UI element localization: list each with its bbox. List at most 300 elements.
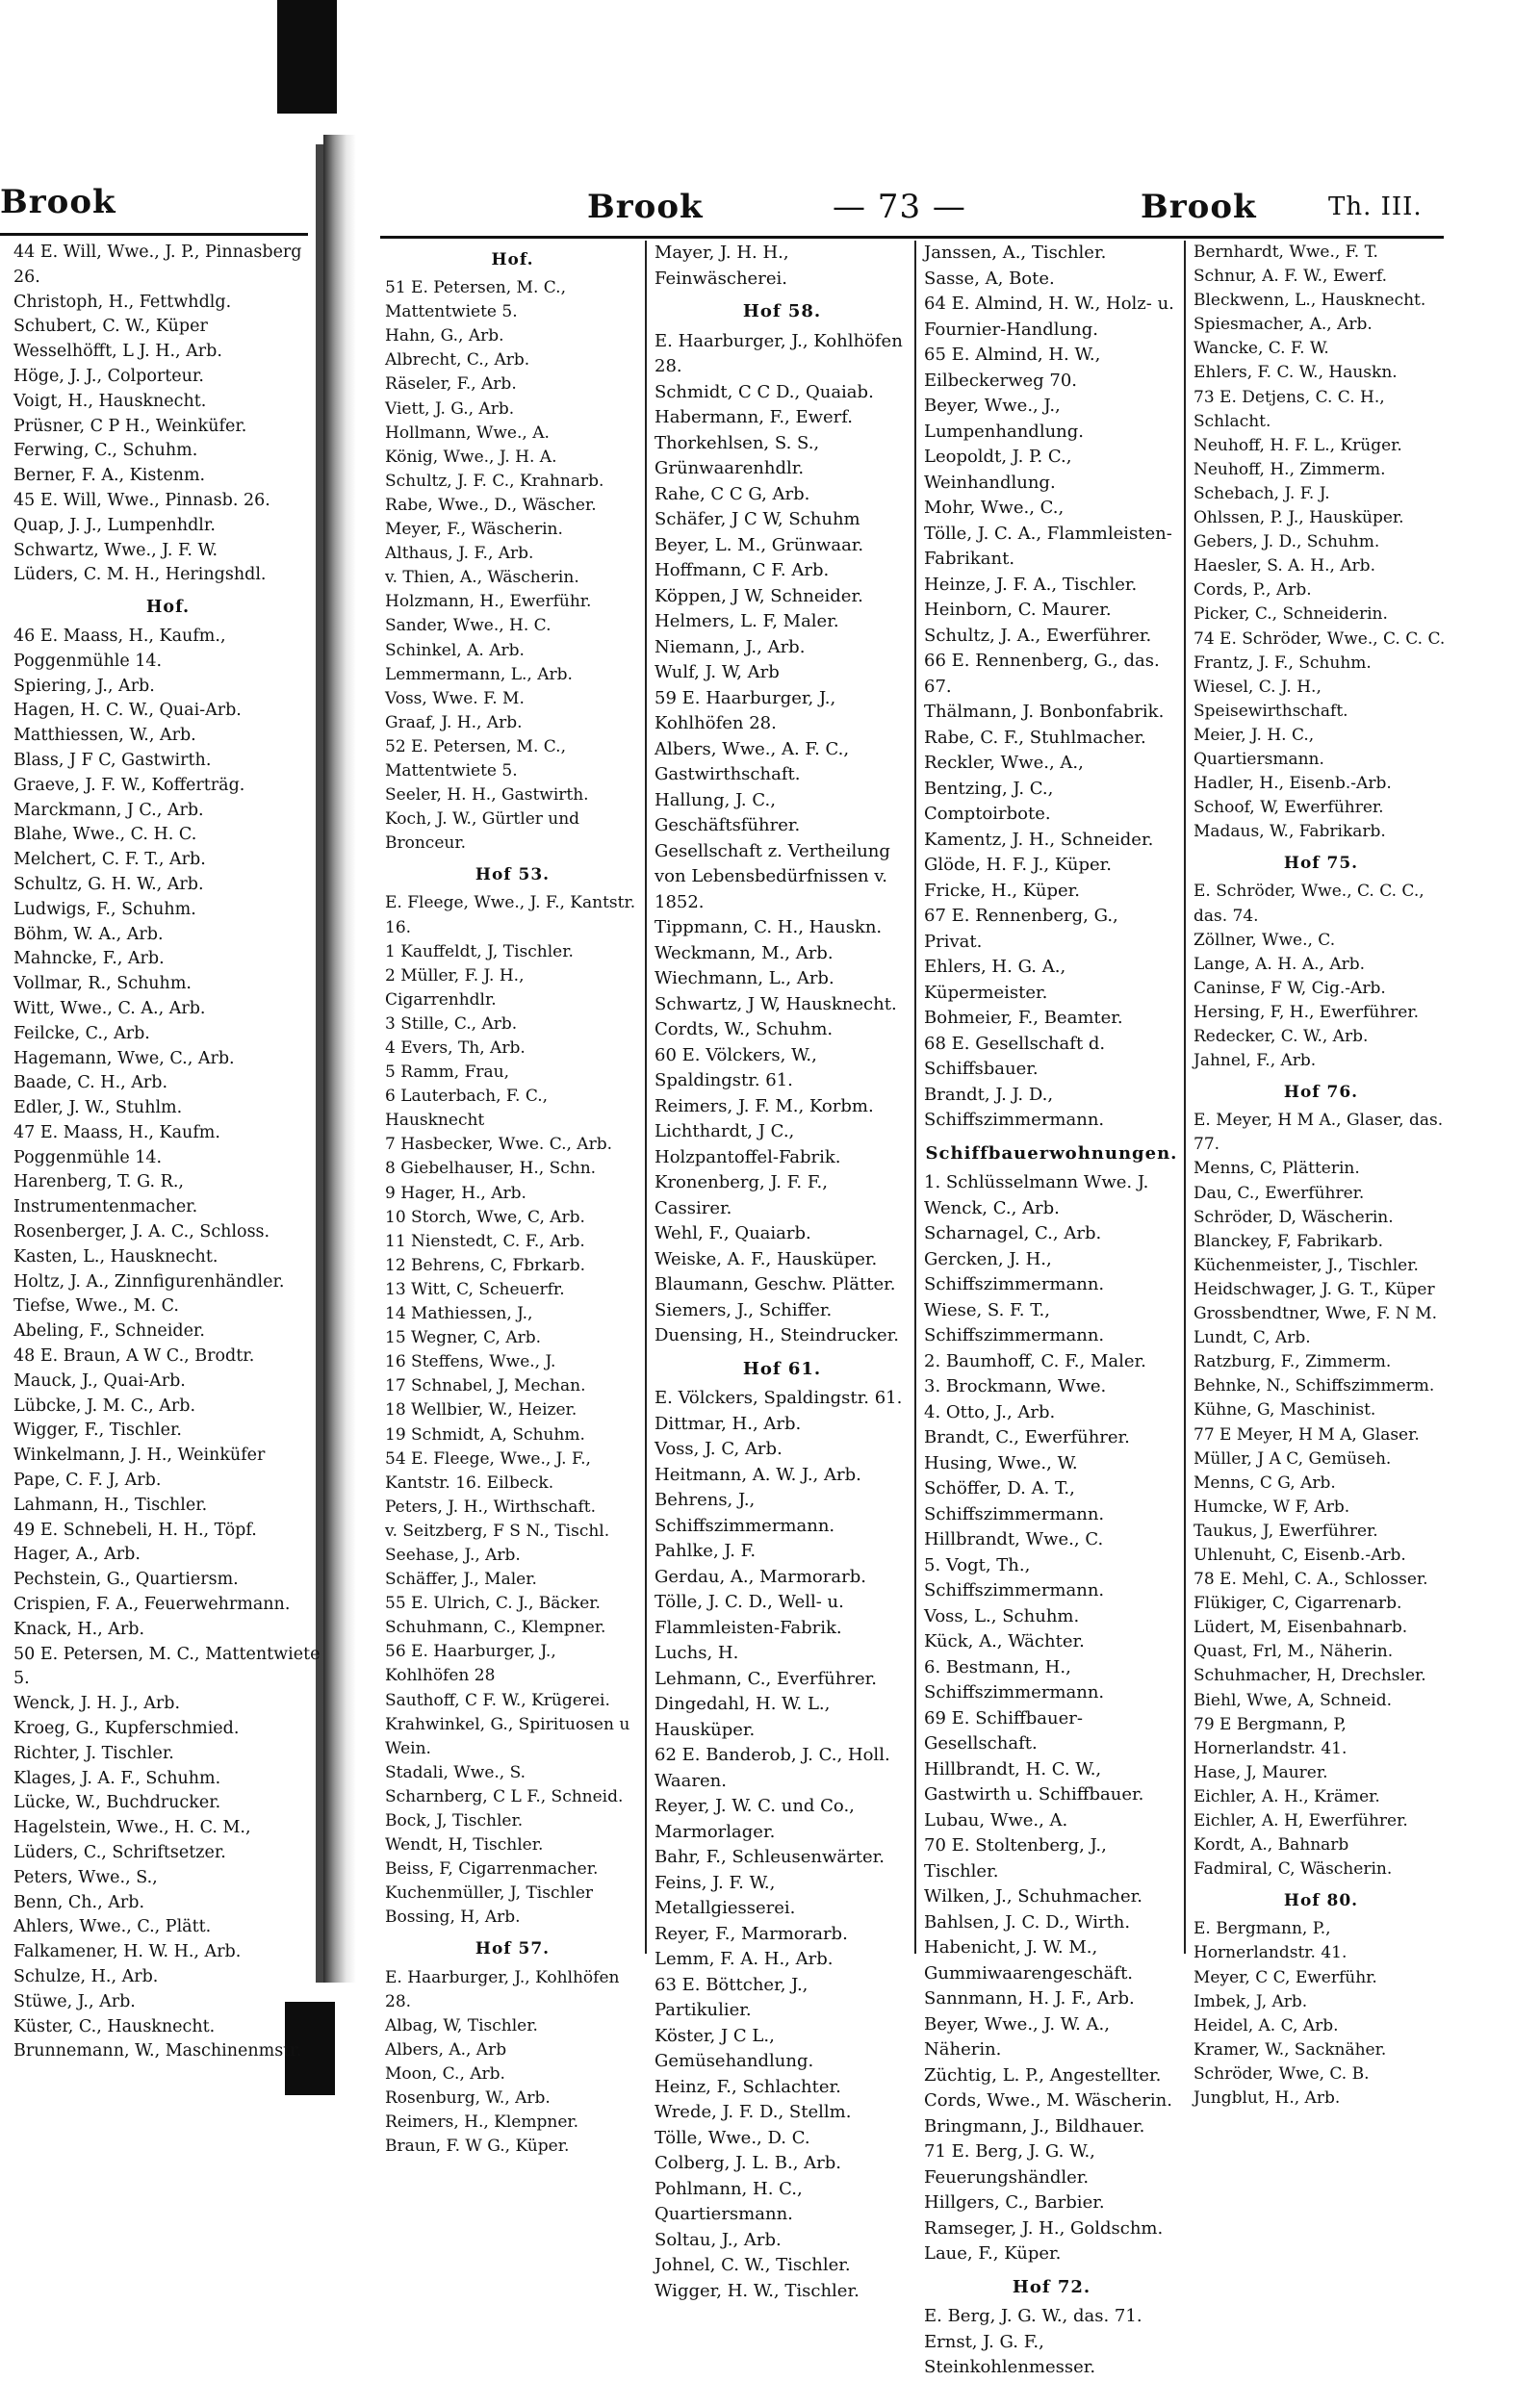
directory-entry: Tippmann, C. H., Hauskn. xyxy=(654,917,883,937)
directory-entry: Pahlke, J. F. xyxy=(654,1541,757,1561)
directory-entry: Lüders, C. M. H., Heringshdl. xyxy=(13,565,267,585)
directory-entry: Rabe, Wwe., D., Wäscher. xyxy=(385,495,597,515)
directory-entry: Heinz, F., Schlachter. xyxy=(654,2076,841,2097)
directory-entry: Scharnberg, C L F., Schneid. xyxy=(385,1786,624,1806)
directory-entry: Luchs, H. xyxy=(654,1643,739,1663)
directory-entry: Weiske, A. F., Hausküper. xyxy=(654,1248,878,1269)
directory-entry: Hase, J, Maurer. xyxy=(1194,1762,1328,1782)
right-header-right: Brook xyxy=(1141,188,1257,226)
directory-entry: Wilken, J., Schuhmacher. xyxy=(924,1886,1142,1907)
directory-entry: Redecker, C. W., Arb. xyxy=(1194,1027,1369,1046)
directory-entry: 2 Müller, F. J. H., Cigarrenhdlr. xyxy=(385,965,525,1010)
directory-entry: 60 E. Völckers, W., Spaldingstr. 61. xyxy=(654,1044,817,1090)
directory-entry: 3 Stille, C., Arb. xyxy=(385,1013,518,1034)
directory-entry: Kühne, G, Maschinist. xyxy=(1194,1400,1376,1421)
directory-entry: Hollmann, Wwe., A. xyxy=(385,422,550,443)
directory-entry: Behnke, N., Schiffszimmerm. xyxy=(1194,1376,1435,1396)
directory-entry: 79 E Bergmann, P, Hornerlandstr. 41. xyxy=(1194,1714,1348,1758)
directory-entry: Glöde, H. F. J., Küper. xyxy=(924,855,1113,875)
directory-entry: Kück, A., Wächter. xyxy=(924,1631,1085,1651)
directory-entry: Sannmann, H. J. F., Arb. xyxy=(924,1988,1135,2009)
directory-entry: Wendt, H, Tischler. xyxy=(385,1835,544,1856)
directory-entry: Holtz, J. A., Zinnfigurenhändler. xyxy=(13,1271,285,1292)
directory-entry: Thorkehlsen, S. S., Grünwaarenhdlr. xyxy=(654,432,820,478)
section-heading: Hof 75. xyxy=(1283,854,1359,874)
directory-entry: Vollmar, R., Schuhm. xyxy=(13,974,192,994)
directory-entry: Cords, Wwe., M. Wäscherin. xyxy=(924,2090,1172,2111)
directory-entry: Eichler, A. H, Ewerführer. xyxy=(1194,1811,1408,1831)
directory-entry: Eichler, A. H., Krämer. xyxy=(1194,1786,1380,1806)
directory-entry: Edler, J. W., Stuhlm. xyxy=(13,1098,183,1118)
section-heading: Hof 58. xyxy=(742,301,822,321)
directory-entry: Pohlmann, H. C., Quartiersmann. xyxy=(654,2178,803,2224)
directory-entry: E. Schröder, Wwe., C. C. C., das. 74. xyxy=(1194,882,1424,926)
directory-entry: Graeve, J. F. W., Kofferträg. xyxy=(13,775,245,795)
directory-entry: Uhlenuht, C, Eisenb.-Arb. xyxy=(1194,1545,1406,1565)
directory-entry: E. Meyer, H M A., Glaser, das. 77. xyxy=(1194,1111,1444,1155)
directory-entry: Bentzing, J. C., Comptoirbote. xyxy=(924,778,1054,824)
directory-entry: 49 E. Schnebeli, H. H., Töpf. xyxy=(13,1520,257,1540)
directory-entry: Baade, C. H., Arb. xyxy=(13,1073,168,1093)
directory-entry: 17 Schnabel, J, Mechan. xyxy=(385,1376,586,1396)
directory-entry: Zöllner, Wwe., C. xyxy=(1194,930,1336,950)
volume-label: Th. III. xyxy=(1328,192,1423,221)
directory-entry: Benn, Ch., Arb. xyxy=(13,1892,145,1912)
directory-entry: Janssen, A., Tischler. xyxy=(924,243,1107,263)
directory-entry: Höge, J. J., Colporteur. xyxy=(13,366,204,386)
directory-entry: Lübcke, J. M. C., Arb. xyxy=(13,1395,196,1416)
directory-entry: Hoffmann, C F. Arb. xyxy=(654,560,830,580)
directory-entry: Neuhoff, H. F. L., Krüger. xyxy=(1194,435,1402,455)
directory-entry: Schöffer, D. A. T., Schiffszimmermann. xyxy=(924,1478,1105,1524)
directory-entry: Feilcke, C., Arb. xyxy=(13,1023,150,1043)
directory-entry: Wesselhöfft, L J. H., Arb. xyxy=(13,342,222,362)
directory-column-3 xyxy=(924,241,1179,2381)
directory-entry: Lichthardt, J C., Holzpantoffel-Fabrik. xyxy=(654,1121,841,1167)
directory-entry: Wenck, J. H. J., Arb. xyxy=(13,1694,181,1714)
directory-entry: Schäfer, J C W, Schuhm xyxy=(654,509,860,529)
directory-entry: Wigger, H. W., Tischler. xyxy=(654,2280,860,2301)
directory-entry: Sander, Wwe., H. C. xyxy=(385,616,552,636)
directory-entry: Schäffer, J., Maler. xyxy=(385,1570,537,1590)
directory-entry: Brunnemann, W., Maschinenmstr. xyxy=(13,2041,302,2061)
directory-entry: Behrens, J., Schiffszimmermann. xyxy=(654,1490,835,1536)
directory-entry: Wigger, F., Tischler. xyxy=(13,1421,182,1441)
directory-entry: Hillbrandt, Wwe., C. xyxy=(924,1529,1104,1549)
directory-entry: Cordts, W., Schuhm. xyxy=(654,1019,834,1039)
directory-entry: Schebach, J. F. J. xyxy=(1194,483,1330,503)
directory-entry: 2. Baumhoff, C. F., Maler. xyxy=(924,1350,1146,1371)
directory-entry: 54 E. Fleege, Wwe., J. F., Kantstr. 16. Eilbeck. xyxy=(385,1448,591,1493)
directory-entry: Köppen, J W, Schneider. xyxy=(654,585,863,606)
section-heading: Hof. xyxy=(145,598,191,618)
directory-entry: Pechstein, G., Quartiersm. xyxy=(13,1570,239,1590)
directory-entry: 8 Giebelhauser, H., Schn. xyxy=(385,1159,597,1179)
page-number: — 73 — xyxy=(833,188,966,226)
directory-entry: Flükiger, C, Cigarrenarb. xyxy=(1194,1594,1402,1614)
directory-entry: 56 E. Haarburger, J., Kohlhöfen 28 xyxy=(385,1642,556,1686)
directory-entry: Dingedahl, H. W. L., Hausküper. xyxy=(654,1694,831,1740)
directory-entry: Ohlssen, P. J., Hausküper. xyxy=(1194,508,1404,528)
directory-column-2 xyxy=(654,241,910,2304)
directory-entry: Hahn, G., Arb. xyxy=(385,326,504,346)
directory-entry: Quast, Frl, M., Näherin. xyxy=(1194,1642,1394,1662)
right-page xyxy=(366,144,1453,2377)
directory-entry: Heinborn, C. Maurer. xyxy=(924,600,1112,620)
directory-entry: Küchenmeister, J., Tischler. xyxy=(1194,1255,1419,1275)
directory-entry: Reyer, J. W. C. und Co., Marmorlager. xyxy=(654,1796,855,1842)
directory-entry: Seeler, H. H., Gastwirth. xyxy=(385,785,589,806)
directory-entry: E. Bergmann, P., Hornerlandstr. 41. xyxy=(1194,1919,1348,1963)
directory-entry: Lemmermann, L., Arb. xyxy=(385,664,573,684)
directory-entry: Laue, F., Küper. xyxy=(924,2243,1062,2264)
section-heading: Schiffbauerwohnungen. xyxy=(925,1142,1178,1164)
directory-entry: Tölle, J. C. A., Flammleisten-Fabrikant. xyxy=(924,523,1172,569)
directory-entry: Colberg, J. L. B., Arb. xyxy=(654,2153,842,2173)
directory-entry: 5. Vogt, Th., Schiffszimmermann. xyxy=(924,1554,1105,1600)
directory-entry: Wulf, J. W, Arb xyxy=(654,662,780,682)
directory-entry: 64 E. Almind, H. W., Holz- u. Fournier-Handlung. xyxy=(924,294,1174,340)
directory-entry: Wehl, F., Quaiarb. xyxy=(654,1223,811,1243)
directory-entry: Schoof, W, Ewerführer. xyxy=(1194,798,1384,818)
directory-entry: 67 E. Rennenberg, G., Privat. xyxy=(924,906,1118,952)
directory-entry: Schultz, G. H. W., Arb. xyxy=(13,874,204,894)
directory-entry: Tölle, Wwe., D. C. xyxy=(654,2127,810,2148)
top-binding-shadow xyxy=(277,0,337,114)
directory-entry: Mauck, J., Quai-Arb. xyxy=(13,1370,186,1391)
directory-entry: Schuhmacher, H, Drechsler. xyxy=(1194,1666,1426,1686)
directory-entry: Jahnel, F., Arb. xyxy=(1194,1051,1317,1071)
directory-entry: Hager, A., Arb. xyxy=(13,1545,141,1565)
directory-entry: Witt, Wwe., C. A., Arb. xyxy=(13,998,206,1018)
directory-entry: Wiesel, C. J. H., Speisewirthschaft. xyxy=(1194,677,1348,721)
directory-entry: Schmidt, C C D., Quaiab. xyxy=(654,381,874,402)
directory-entry: Althaus, J. F., Arb. xyxy=(385,544,534,564)
directory-entry: Ehlers, F. C. W., Hauskn. xyxy=(1194,363,1398,383)
directory-entry: Holzmann, H., Ewerführ. xyxy=(385,592,592,612)
section-heading: Hof 80. xyxy=(1283,1891,1359,1911)
directory-entry: 62 E. Banderob, J. C., Holl. Waaren. xyxy=(654,1745,890,1791)
directory-entry: Seehase, J., Arb. xyxy=(385,1545,521,1565)
directory-entry: 63 E. Böttcher, J., Partikulier. xyxy=(654,1974,808,2020)
directory-entry: Rahe, C C G, Arb. xyxy=(654,483,810,504)
directory-entry: Tölle, J. C. D., Well- u. Flammleisten-Fabrik. xyxy=(654,1592,844,1638)
directory-entry: Ratzburg, F., Zimmerm. xyxy=(1194,1352,1392,1372)
directory-entry: Ramseger, J. H., Goldschm. xyxy=(924,2217,1164,2239)
directory-entry: Stadali, Wwe., S. xyxy=(385,1762,526,1782)
directory-entry: 77 E Meyer, H M A, Glaser. xyxy=(1194,1424,1420,1445)
directory-entry: Brandt, J. J. D., Schiffszimmermann. xyxy=(924,1084,1105,1130)
directory-entry: Richter, J. Tischler. xyxy=(13,1743,174,1763)
directory-entry: Kordt, A., Bahnarb xyxy=(1194,1835,1349,1856)
directory-entry: Schubert, C. W., Küper xyxy=(13,317,208,337)
directory-entry: Grossbendtner, Wwe, F. N M. xyxy=(1194,1304,1438,1324)
directory-entry: 5 Ramm, Frau, xyxy=(385,1062,510,1083)
directory-entry: Bringmann, J., Bildhauer. xyxy=(924,2115,1145,2137)
directory-entry: Prüsner, C P H., Weinküfer. xyxy=(13,416,247,436)
directory-entry: 59 E. Haarburger, J., Kohlhöfen 28. xyxy=(654,687,836,733)
directory-entry: Kasten, L., Hausknecht. xyxy=(13,1246,218,1267)
directory-entry: Kronenberg, J. F. F., Cassirer. xyxy=(654,1172,828,1218)
directory-entry: Lundt, C, Arb. xyxy=(1194,1328,1311,1348)
directory-entry: Schröder, D, Wäscherin. xyxy=(1194,1207,1394,1227)
directory-entry: Albers, Wwe., A. F. C., Gastwirthschaft. xyxy=(654,738,850,784)
directory-entry: Beyer, Wwe., J. W. A., Näherin. xyxy=(924,2013,1110,2060)
directory-entry: 52 E. Petersen, M. C., Mattentwiete 5. xyxy=(385,736,566,781)
directory-entry: Taukus, J, Ewerführer. xyxy=(1194,1521,1378,1541)
directory-entry: Hadler, H., Eisenb.-Arb. xyxy=(1194,774,1392,794)
directory-entry: 1. Schlüsselmann Wwe. J. xyxy=(924,1172,1149,1192)
directory-entry: 68 E. Gesellschaft d. Schiffsbauer. xyxy=(924,1033,1106,1079)
directory-entry: Albag, W, Tischler. xyxy=(385,2015,538,2035)
directory-entry: 6 Lauterbach, F. C., Hausknecht xyxy=(385,1087,549,1131)
directory-entry: Reimers, H., Klempner. xyxy=(385,2112,579,2133)
directory-entry: Heidel, A. C, Arb. xyxy=(1194,2015,1339,2035)
directory-entry: Menns, C G, Arb. xyxy=(1194,1472,1336,1493)
directory-entry: Bossing, H, Arb. xyxy=(385,1907,521,1928)
directory-entry: 78 E. Mehl, C. A., Schlosser. xyxy=(1194,1570,1428,1590)
directory-entry: Niemann, J., Arb. xyxy=(654,636,806,657)
directory-entry: Schultz, J. A., Ewerführer. xyxy=(924,625,1152,646)
directory-entry: Schwartz, Wwe., J. F. W. xyxy=(13,540,218,560)
directory-entry: Moon, C., Arb. xyxy=(385,2063,505,2084)
directory-entry: E. Haarburger, J., Kohlhöfen 28. xyxy=(654,330,903,376)
directory-entry: Jungblut, H., Arb. xyxy=(1194,2088,1341,2109)
left-page-column xyxy=(13,241,322,2064)
directory-entry: Helmers, L. F, Maler. xyxy=(654,611,839,631)
directory-entry: Ludwigs, F., Schuhm. xyxy=(13,899,196,919)
directory-entry: 48 E. Braun, A W C., Brodtr. xyxy=(13,1346,255,1367)
directory-entry: Lehmann, C., Everführer. xyxy=(654,1668,877,1689)
directory-entry: Blanckey, F, Fabrikarb. xyxy=(1194,1231,1384,1251)
directory-entry: Fricke, H., Küper. xyxy=(924,880,1080,901)
directory-entry: Humcke, W F, Arb. xyxy=(1194,1497,1350,1517)
directory-entry: Sasse, A, Bote. xyxy=(924,268,1055,289)
directory-entry: 66 E. Rennenberg, G., das. 67. xyxy=(924,651,1160,697)
directory-entry: Picker, C., Schneiderin. xyxy=(1194,604,1388,625)
directory-entry: Gerdau, A., Marmorarb. xyxy=(654,1566,866,1587)
directory-column-4 xyxy=(1194,241,1449,2111)
directory-entry: Züchtig, L. P., Angestellter. xyxy=(924,2064,1162,2086)
directory-entry: Lubau, Wwe., A. xyxy=(924,1809,1068,1831)
directory-entry: Sauthoff, C F. W., Krügerei. xyxy=(385,1690,610,1710)
directory-entry: Schinkel, A. Arb. xyxy=(385,640,525,660)
directory-entry: Meier, J. H. C., Quartiersmann. xyxy=(1194,725,1324,769)
directory-entry: Crispien, F. A., Feuerwehrmann. xyxy=(13,1595,291,1615)
directory-entry: Kramer, W., Sacknäher. xyxy=(1194,2039,1387,2060)
directory-entry: 13 Witt, C, Scheuerfr. xyxy=(385,1279,565,1299)
section-heading: Hof 53. xyxy=(475,865,551,885)
directory-entry: Albers, A., Arb xyxy=(385,2039,507,2060)
directory-entry: Hillbrandt, H. C. W., Gastwirth u. Schiffbauer. xyxy=(924,1758,1144,1805)
directory-entry: Mohr, Wwe., C., xyxy=(924,498,1065,518)
directory-entry: Husing, Wwe., W. xyxy=(924,1452,1078,1473)
directory-entry: 74 E. Schröder, Wwe., C. C. C. xyxy=(1194,628,1446,649)
directory-entry: Beyer, Wwe., J., Lumpenhandlung. xyxy=(924,396,1085,442)
directory-entry: Spiesmacher, A., Arb. xyxy=(1194,315,1373,335)
directory-entry: Caninse, F W, Cig.-Arb. xyxy=(1194,978,1386,998)
directory-entry: Meyer, C C, Ewerführ. xyxy=(1194,1967,1377,1987)
directory-entry: Lüders, C., Schriftsetzer. xyxy=(13,1843,226,1862)
directory-entry: 4. Otto, J., Arb. xyxy=(924,1401,1056,1422)
directory-entry: Beiss, F, Cigarrenmacher. xyxy=(385,1859,599,1880)
directory-entry: Schwartz, J W, Hausknecht. xyxy=(654,993,897,1014)
directory-entry: Braun, F. W G., Küper. xyxy=(385,2137,570,2157)
left-page xyxy=(0,144,322,2061)
directory-entry: Menns, C, Plätterin. xyxy=(1194,1159,1360,1179)
directory-entry: Graaf, J. H., Arb. xyxy=(385,712,523,732)
directory-entry: Lüdert, M, Eisenbahnarb. xyxy=(1194,1618,1408,1638)
directory-column-1 xyxy=(385,241,640,2159)
directory-entry: Tiefse, Wwe., M. C. xyxy=(13,1296,179,1317)
directory-entry: Bahlsen, J. C. D., Wirth. xyxy=(924,1911,1131,1933)
directory-entry: Christoph, H., Fettwhdlg. xyxy=(13,292,232,312)
left-page-header: Brook xyxy=(0,183,116,221)
directory-entry: Ernst, J. G. F., Steinkohlenmesser. xyxy=(924,2331,1096,2377)
directory-entry: Abeling, F., Schneider. xyxy=(13,1321,205,1342)
directory-entry: Viett, J. G., Arb. xyxy=(385,398,515,419)
directory-entry: 70 E. Stoltenberg, J., Tischler. xyxy=(924,1835,1107,1882)
directory-entry: 18 Wellbier, W., Heizer. xyxy=(385,1400,578,1421)
left-header-rule xyxy=(0,233,308,236)
directory-entry: 16 Steffens, Wwe., J. xyxy=(385,1352,556,1372)
directory-entry: 71 E. Berg, J. G. W., Feuerungshändler. xyxy=(924,2141,1095,2188)
directory-entry: Reyer, F., Marmorarb. xyxy=(654,1923,848,1944)
directory-entry: Krahwinkel, G., Spirituosen u Wein. xyxy=(385,1714,630,1758)
directory-entry: Hagemann, Wwe, C., Arb. xyxy=(13,1048,235,1068)
directory-entry: Duensing, H., Steindrucker. xyxy=(654,1325,899,1345)
directory-entry: Lemm, F. A. H., Arb. xyxy=(654,1949,834,1969)
directory-entry: Kuchenmüller, J, Tischler xyxy=(385,1883,594,1904)
directory-entry: Bernhardt, Wwe., F. T. xyxy=(1194,243,1378,262)
directory-entry: Gebers, J. D., Schuhm. xyxy=(1194,532,1380,552)
directory-entry: Neuhoff, H., Zimmerm. xyxy=(1194,459,1386,479)
directory-entry: Hersing, F, H., Ewerführer. xyxy=(1194,1002,1419,1022)
directory-entry: Lange, A. H. A., Arb. xyxy=(1194,954,1366,974)
directory-entry: 69 E. Schiffbauer-Gesellschaft. xyxy=(924,1707,1083,1754)
directory-entry: Meyer, F., Wäscherin. xyxy=(385,520,563,540)
page-fold-shadow xyxy=(323,135,356,1983)
directory-entry: 45 E. Will, Wwe., Pinnasb. 26. xyxy=(13,490,270,510)
directory-entry: E. Völckers, Spaldingstr. 61. xyxy=(654,1388,903,1408)
directory-entry: Melchert, C. F. T., Arb. xyxy=(13,850,206,870)
directory-entry: Imbek, J, Arb. xyxy=(1194,1991,1308,2011)
directory-entry: E. Fleege, Wwe., J. F., Kantstr. 16. xyxy=(385,893,636,937)
directory-entry: Wancke, C. F. W. xyxy=(1194,339,1329,359)
directory-entry: 50 E. Petersen, M. C., Mattentwiete 5. xyxy=(13,1644,321,1689)
directory-entry: Koch, J. W., Gürtler und Bronceur. xyxy=(385,809,580,854)
directory-entry: E. Berg, J. G. W., das. 71. xyxy=(924,2306,1142,2326)
directory-entry: 14 Mathiessen, J., xyxy=(385,1304,533,1324)
directory-entry: Reckler, Wwe., A., xyxy=(924,753,1084,773)
directory-entry: Matthiessen, W., Arb. xyxy=(13,726,196,746)
directory-entry: Albrecht, C., Arb. xyxy=(385,350,530,371)
directory-entry: 47 E. Maass, H., Kaufm. Poggenmühle 14. xyxy=(13,1122,220,1167)
directory-entry: Wiechmann, L., Arb. xyxy=(654,968,834,988)
directory-entry: 19 Schmidt, A, Schuhm. xyxy=(385,1424,585,1445)
column-rule-1 xyxy=(645,241,647,1954)
column-rule-2 xyxy=(914,241,916,1954)
directory-entry: 46 E. Maass, H., Kaufm., Poggenmühle 14. xyxy=(13,626,226,671)
directory-entry: Madaus, W., Fabrikarb. xyxy=(1194,822,1386,842)
directory-entry: Rosenberger, J. A. C., Schloss. xyxy=(13,1222,270,1242)
directory-entry: Berner, F. A., Kistenm. xyxy=(13,466,206,486)
directory-entry: E. Haarburger, J., Kohlhöfen 28. xyxy=(385,1967,620,2011)
directory-entry: Gercken, J. H., Schiffszimmermann. xyxy=(924,1248,1105,1294)
directory-entry: Beyer, L. M., Grünwaar. xyxy=(654,534,864,555)
directory-entry: 1 Kauffeldt, J, Tischler. xyxy=(385,941,574,961)
directory-entry: Ahlers, Wwe., C., Plätt. xyxy=(13,1917,212,1937)
directory-entry: Cords, P., Arb. xyxy=(1194,580,1312,601)
directory-entry: Winkelmann, J. H., Weinküfer xyxy=(13,1446,266,1466)
directory-entry: Mahncke, F., Arb. xyxy=(13,949,165,969)
directory-entry: 9 Hager, H., Arb. xyxy=(385,1183,526,1203)
directory-entry: Ferwing, C., Schuhm. xyxy=(13,441,198,461)
directory-entry: Hagen, H. C. W., Quai-Arb. xyxy=(13,701,242,721)
directory-entry: Gesellschaft z. Vertheilung von Lebensbedürfnissen v. 1852. xyxy=(654,840,890,912)
directory-entry: Kamentz, J. H., Schneider. xyxy=(924,829,1154,850)
directory-entry: Heidschwager, J. G. T., Küper xyxy=(1194,1279,1435,1299)
directory-entry: Küster, C., Hausknecht. xyxy=(13,2016,216,2036)
directory-entry: Ehlers, H. G. A., Küpermeister. xyxy=(924,957,1066,1003)
directory-entry: Stüwe, J., Arb. xyxy=(13,1991,136,2011)
directory-entry: Bahr, F., Schleusenwärter. xyxy=(654,1847,885,1867)
directory-entry: Brandt, C., Ewerführer. xyxy=(924,1427,1130,1447)
section-heading: Hof 61. xyxy=(742,1358,822,1379)
directory-entry: Knack, H., Arb. xyxy=(13,1619,145,1639)
directory-entry: Voss, L., Schuhm. xyxy=(924,1605,1080,1626)
directory-entry: Heitmann, A. W. J., Arb. xyxy=(654,1464,861,1485)
directory-entry: Siemers, J., Schiffer. xyxy=(654,1299,833,1320)
directory-entry: Räseler, F., Arb. xyxy=(385,374,517,395)
directory-entry: Wenck, C., Arb. xyxy=(924,1197,1060,1218)
directory-entry: Habermann, F., Ewerf. xyxy=(654,407,854,427)
directory-entry: v. Seitzberg, F S N., Tischl. xyxy=(385,1521,610,1541)
directory-entry: Spiering, J., Arb. xyxy=(13,676,155,696)
directory-entry: Reimers, J. F. M., Korbm. xyxy=(654,1095,874,1116)
directory-entry: Schultz, J. F. C., Krahnarb. xyxy=(385,471,604,491)
directory-entry: Heinze, J. F. A., Tischler. xyxy=(924,574,1138,595)
directory-entry: Hagelstein, Wwe., H. C. M., xyxy=(13,1818,251,1838)
directory-entry: Voss, J. C, Arb. xyxy=(654,1439,783,1459)
directory-entry: Weckmann, M., Arb. xyxy=(654,942,834,963)
section-heading: Hof 57. xyxy=(475,1939,551,1959)
directory-entry: Blahe, Wwe., C. H. C. xyxy=(13,825,197,845)
directory-entry: Schnur, A. F. W., Ewerf. xyxy=(1194,267,1388,287)
directory-entry: Köster, J C L., Gemüsehandlung. xyxy=(654,2025,814,2071)
directory-entry: Pape, C. F. J, Arb. xyxy=(13,1471,162,1491)
directory-entry: Marckmann, J C., Arb. xyxy=(13,800,204,820)
directory-entry: Wiese, S. F. T., Schiffszimmermann. xyxy=(924,1299,1105,1345)
directory-entry: Dau, C., Ewerführer. xyxy=(1194,1183,1365,1203)
directory-entry: Bleckwenn, L., Hausknecht. xyxy=(1194,291,1426,311)
directory-entry: Biehl, Wwe, A, Schneid. xyxy=(1194,1690,1393,1710)
directory-entry: Schuhmann, C., Klempner. xyxy=(385,1618,606,1638)
directory-entry: Harenberg, T. G. R., Instrumentenmacher. xyxy=(13,1172,198,1217)
directory-entry: Wrede, J. F. D., Stellm. xyxy=(654,2102,852,2122)
section-heading: Hof 72. xyxy=(1012,2276,1091,2297)
directory-entry: 44 E. Will, Wwe., J. P., Pinnasberg 26. xyxy=(13,243,302,287)
directory-entry: 73 E. Detjens, C. C. H., Schlacht. xyxy=(1194,387,1385,431)
directory-entry: 51 E. Petersen, M. C., Mattentwiete 5. xyxy=(385,278,566,322)
directory-entry: 12 Behrens, C, Fbrkarb. xyxy=(385,1255,586,1275)
directory-entry: Bohmeier, F., Beamter. xyxy=(924,1008,1123,1028)
directory-entry: Feins, J. F. W., Metallgiesserei. xyxy=(654,1872,796,1918)
directory-entry: Kroeg, G., Kupferschmied. xyxy=(13,1719,240,1739)
directory-entry: Peters, Wwe., S., xyxy=(13,1867,158,1887)
directory-entry: 55 E. Ulrich, C. J., Bäcker. xyxy=(385,1594,601,1614)
directory-entry: Müller, J A C, Gemüseh. xyxy=(1194,1448,1392,1469)
